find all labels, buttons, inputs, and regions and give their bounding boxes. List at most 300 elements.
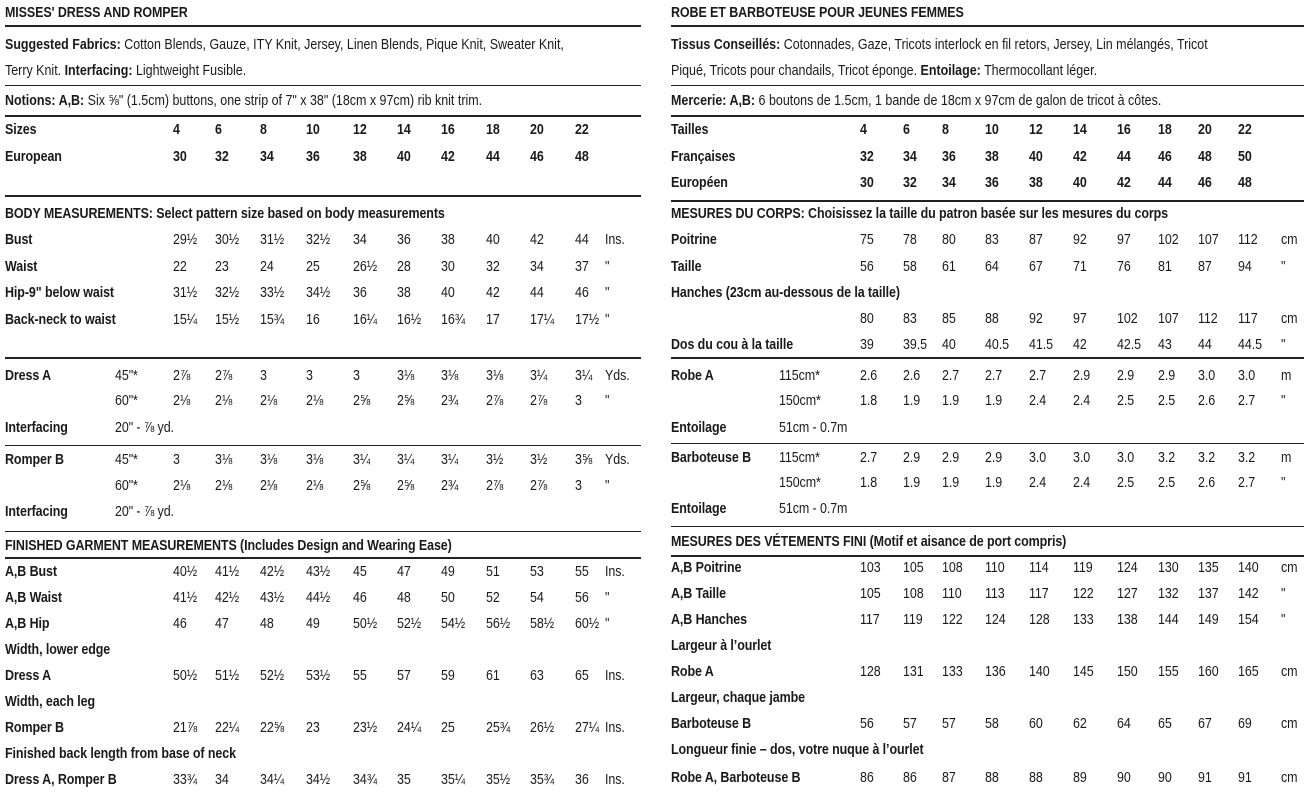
finished-cell: 89	[1073, 770, 1087, 786]
unit-label: "	[605, 616, 610, 632]
body-cell: 33½	[260, 285, 285, 301]
size-cell: 48	[1198, 149, 1212, 165]
finished-cell: 45	[353, 564, 367, 580]
finished-cell: 110	[942, 586, 962, 602]
size-cell: 20	[1198, 122, 1212, 138]
notions-label: Mercerie: A,B:	[671, 93, 756, 109]
yardage-cell: 2.6	[860, 368, 878, 384]
body-cell: 39.5	[903, 337, 927, 353]
finished-cell: 21⅞	[173, 720, 198, 736]
size-cell: 4	[173, 122, 180, 138]
fabrics-text: Cotton Blends, Gauze, ITY Knit, Jersey, Linen Blends, Pique Knit, Sweater Knit,	[120, 37, 564, 53]
fabric-width: 45"*	[115, 368, 138, 384]
finished-cell: 110	[985, 560, 1005, 576]
yardage-cell: 2.5	[1117, 393, 1135, 409]
finished-cell: 24¼	[397, 720, 422, 736]
finished-cell: 105	[860, 586, 881, 602]
yardage-cell: 2.9	[985, 450, 1003, 466]
finished-cell: 117	[1029, 586, 1049, 602]
finished-cell: 132	[1158, 586, 1179, 602]
finished-cell: 48	[260, 616, 274, 632]
yardage-cell: 3.2	[1158, 450, 1176, 466]
section-title: ROBE ET BARBOTEUSE POUR JEUNES FEMMES	[671, 5, 964, 21]
unit-label: m	[1281, 450, 1292, 466]
finished-row-label: A,B Poitrine	[671, 560, 742, 576]
body-cell: 61	[942, 259, 956, 275]
body-row-label: Poitrine	[671, 232, 717, 248]
yardage-cell: 2.9	[1117, 368, 1135, 384]
yardage-cell: 3.0	[1117, 450, 1135, 466]
size-cell: 46	[1158, 149, 1172, 165]
finished-cell: 52½	[397, 616, 422, 632]
yardage-cell: 2⅛	[306, 478, 324, 494]
size-cell: 8	[260, 122, 267, 138]
body-cell: 41.5	[1029, 337, 1053, 353]
size-row-label: European	[5, 149, 62, 165]
yardage-cell: 2.4	[1073, 393, 1091, 409]
yardage-cell: 1.8	[860, 393, 878, 409]
finished-cell: 60	[1029, 716, 1043, 732]
finished-cell: 160	[1198, 664, 1219, 680]
finished-cell: 63	[530, 668, 544, 684]
finished-cell: 35	[397, 772, 411, 788]
yardage-cell: 1.8	[860, 475, 878, 491]
notions-text: 6 boutons de 1.5cm, 1 bande de 18cm x 97cm de galon de tricot à côtes.	[755, 93, 1162, 109]
yardage-cell: 3⅛	[306, 452, 324, 468]
finished-cell: 113	[985, 586, 1005, 602]
body-cell: 36	[353, 285, 367, 301]
divider	[671, 85, 1304, 86]
finished-row-label: A,B Taille	[671, 586, 727, 602]
body-cell: 56	[860, 259, 874, 275]
divider	[5, 195, 641, 197]
body-cell: 17	[486, 312, 500, 328]
finished-cell: 155	[1158, 664, 1179, 680]
finished-cell: 135	[1198, 560, 1219, 576]
yardage-cell: 3.0	[1073, 450, 1091, 466]
body-cell: 31½	[173, 285, 198, 301]
yardage-cell: 1.9	[985, 393, 1003, 409]
size-cell: 30	[173, 149, 187, 165]
finished-cell: 43½	[306, 564, 331, 580]
finished-cell: 103	[860, 560, 881, 576]
body-cell: 17½	[575, 312, 600, 328]
finished-cell: 67	[1198, 716, 1212, 732]
size-cell: 32	[903, 175, 917, 191]
divider	[5, 557, 641, 559]
finished-cell: 41½	[215, 564, 240, 580]
yardage-cell: 2⅛	[260, 393, 278, 409]
size-cell: 44	[486, 149, 500, 165]
body-cell: 30	[441, 259, 455, 275]
body-cell: 75	[860, 232, 874, 248]
finished-cell: 145	[1073, 664, 1094, 680]
yardage-row-label: Entoilage	[671, 420, 727, 436]
unit-label: cm	[1281, 232, 1298, 248]
yardage-cell: 2⅞	[215, 368, 233, 384]
finished-cell: 122	[942, 612, 963, 628]
yardage-row-label: Robe A	[671, 368, 714, 384]
finished-cell: 53½	[306, 668, 331, 684]
size-cell: 42	[441, 149, 455, 165]
yardage-cell: 2.9	[1073, 368, 1091, 384]
divider	[5, 85, 641, 86]
yardage-cell: 1.9	[903, 393, 921, 409]
finished-row-label: Finished back length from base of neck	[5, 746, 236, 762]
finished-cell: 149	[1198, 612, 1219, 628]
yardage-cell: 3	[306, 368, 313, 384]
finished-row-label: Robe A, Barboteuse B	[671, 770, 801, 786]
fabric-width: 150cm*	[779, 475, 821, 491]
body-cell: 15¼	[173, 312, 198, 328]
body-row-label: Waist	[5, 259, 38, 275]
yardage-cell: 2.7	[1238, 475, 1256, 491]
interfacing-text: Thermocollant léger.	[980, 63, 1098, 79]
yardage-cell: 2.7	[985, 368, 1003, 384]
body-cell: 42.5	[1117, 337, 1141, 353]
finished-cell: 58½	[530, 616, 555, 632]
finished-cell: 53	[530, 564, 544, 580]
size-row-label: Européen	[671, 175, 728, 191]
finished-cell: 87	[942, 770, 956, 786]
section-title: MISSES' DRESS AND ROMPER	[5, 5, 188, 21]
body-cell: 34½	[306, 285, 331, 301]
body-cell: 87	[1198, 259, 1212, 275]
finished-cell: 23½	[353, 720, 378, 736]
finished-row-label: Romper B	[5, 720, 64, 736]
body-cell: 83	[985, 232, 999, 248]
divider	[5, 531, 641, 532]
fabrics-line-2	[5, 58, 246, 84]
body-cell: 78	[903, 232, 917, 248]
unit-label: "	[1281, 259, 1286, 275]
finished-cell: 51½	[215, 668, 240, 684]
finished-cell: 91	[1238, 770, 1252, 786]
finished-cell: 60½	[575, 616, 600, 632]
unit-label: Ins.	[605, 232, 625, 248]
size-cell: 8	[942, 122, 949, 138]
body-row-label: Bust	[5, 232, 33, 248]
divider	[671, 115, 1304, 117]
finished-cell: 128	[860, 664, 881, 680]
unit-label: Ins.	[605, 720, 625, 736]
fabrics-text: Cotonnades, Gaze, Tricots interlock en fil retors, Jersey, Lin mélangés, Tricot	[780, 37, 1208, 53]
body-cell: 88	[985, 311, 999, 327]
finished-cell: 122	[1073, 586, 1094, 602]
finished-cell: 50½	[173, 668, 198, 684]
size-cell: 38	[1029, 175, 1043, 191]
yardage-cell: 2.9	[903, 450, 921, 466]
finished-cell: 88	[985, 770, 999, 786]
yardage-cell: 2⅛	[215, 478, 233, 494]
body-cell: 67	[1029, 259, 1043, 275]
finished-cell: 59	[441, 668, 455, 684]
finished-cell: 165	[1238, 664, 1259, 680]
unit-label: Yds.	[605, 452, 630, 468]
unit-label: "	[605, 312, 610, 328]
yardage-cell: 3	[575, 393, 582, 409]
size-cell: 32	[215, 149, 229, 165]
body-row-label: Taille	[671, 259, 702, 275]
unit-label: "	[605, 259, 610, 275]
finished-cell: 34	[215, 772, 229, 788]
body-cell: 94	[1238, 259, 1252, 275]
yardage-cell: 3⅛	[486, 368, 504, 384]
unit-label: "	[605, 590, 610, 606]
yardage-cell: 1.9	[985, 475, 1003, 491]
finished-cell: 86	[903, 770, 917, 786]
body-cell: 42	[486, 285, 500, 301]
yardage-cell: 3.2	[1238, 450, 1256, 466]
finished-cell: 57	[397, 668, 411, 684]
finished-cell: 35½	[486, 772, 511, 788]
unit-label: Yds.	[605, 368, 630, 384]
body-cell: 34	[353, 232, 367, 248]
body-cell: 44	[575, 232, 589, 248]
finished-cell: 124	[985, 612, 1006, 628]
size-cell: 18	[1158, 122, 1172, 138]
unit-label: cm	[1281, 664, 1298, 680]
yardage-cell: 3.0	[1198, 368, 1216, 384]
yardage-cell: 3¼	[441, 452, 459, 468]
size-cell: 20	[530, 122, 544, 138]
fabric-width: 51cm - 0.7m	[779, 420, 848, 436]
finished-cell: 44½	[306, 590, 331, 606]
interfacing-label: Interfacing:	[64, 63, 133, 79]
body-cell: 36	[397, 232, 411, 248]
finished-cell: 43½	[260, 590, 285, 606]
size-cell: 10	[985, 122, 999, 138]
finished-cell: 127	[1117, 586, 1138, 602]
finished-cell: 25	[441, 720, 455, 736]
finished-cell: 23	[306, 720, 320, 736]
finished-row-label: Largeur à l’ourlet	[671, 638, 772, 654]
unit-label: cm	[1281, 716, 1298, 732]
body-cell: 117	[1238, 311, 1258, 327]
yardage-cell: 2.9	[1158, 368, 1176, 384]
yardage-cell: 3⅛	[441, 368, 459, 384]
yardage-cell: 3	[173, 452, 180, 468]
fabric-width: 45"*	[115, 452, 138, 468]
yardage-cell: 3¼	[397, 452, 415, 468]
finished-cell: 35¼	[441, 772, 466, 788]
yardage-cell: 3.0	[1238, 368, 1256, 384]
finished-cell: 55	[575, 564, 589, 580]
finished-row-label: Largeur, chaque jambe	[671, 690, 806, 706]
size-cell: 32	[860, 149, 874, 165]
finished-cell: 55	[353, 668, 367, 684]
yardage-cell: 2.7	[1238, 393, 1256, 409]
finished-cell: 133	[942, 664, 963, 680]
unit-label: "	[605, 285, 610, 301]
yardage-cell: 2.4	[1073, 475, 1091, 491]
unit-label: m	[1281, 368, 1292, 384]
body-cell: 40	[486, 232, 500, 248]
body-cell: 23	[215, 259, 229, 275]
yardage-row-label: Barboteuse B	[671, 450, 752, 466]
body-row-label: Dos du cou à la taille	[671, 337, 794, 353]
size-cell: 48	[1238, 175, 1252, 191]
finished-cell: 138	[1117, 612, 1138, 628]
finished-cell: 105	[903, 560, 924, 576]
body-cell: 80	[860, 311, 874, 327]
body-cell: 31½	[260, 232, 285, 248]
finished-cell: 34¼	[260, 772, 285, 788]
size-cell: 48	[575, 149, 589, 165]
unit-label: "	[605, 478, 610, 494]
body-cell: 92	[1029, 311, 1043, 327]
body-measurements-header: BODY MEASUREMENTS: Select pattern size based on body measurements	[5, 206, 445, 222]
yardage-cell: 2⅛	[215, 393, 233, 409]
finished-row-label: Width, lower edge	[5, 642, 111, 658]
size-row-label: Françaises	[671, 149, 736, 165]
finished-cell: 47	[397, 564, 411, 580]
unit-label: "	[1281, 393, 1286, 409]
body-cell: 39	[860, 337, 874, 353]
finished-cell: 56½	[486, 616, 511, 632]
finished-cell: 22¼	[215, 720, 240, 736]
yardage-cell: 2.6	[903, 368, 921, 384]
finished-cell: 47	[215, 616, 229, 632]
body-cell: 25	[306, 259, 320, 275]
body-cell: 102	[1158, 232, 1179, 248]
yardage-cell: 3.2	[1198, 450, 1216, 466]
size-cell: 4	[860, 122, 867, 138]
notions-line	[5, 88, 482, 114]
body-cell: 38	[441, 232, 455, 248]
finished-cell: 90	[1158, 770, 1172, 786]
body-cell: 107	[1158, 311, 1179, 327]
body-cell: 16½	[397, 312, 422, 328]
size-row-label: Sizes	[5, 122, 37, 138]
finished-cell: 133	[1073, 612, 1094, 628]
body-row-label: Back-neck to waist	[5, 312, 116, 328]
body-cell: 15½	[215, 312, 240, 328]
body-cell: 71	[1073, 259, 1087, 275]
body-cell: 16¼	[353, 312, 378, 328]
body-cell: 38	[397, 285, 411, 301]
size-cell: 36	[306, 149, 320, 165]
body-cell: 46	[575, 285, 589, 301]
yardage-row-label: Entoilage	[671, 501, 727, 517]
fabric-width: 20" - ⅞ yd.	[115, 420, 174, 436]
body-row-label: Hip-9" below waist	[5, 285, 114, 301]
yardage-cell: 2⅝	[397, 393, 415, 409]
size-cell: 36	[985, 175, 999, 191]
finished-cell: 69	[1238, 716, 1252, 732]
finished-cell: 131	[903, 664, 924, 680]
finished-cell: 54½	[441, 616, 466, 632]
size-cell: 40	[1073, 175, 1087, 191]
fabric-width: 51cm - 0.7m	[779, 501, 848, 517]
divider	[671, 526, 1304, 527]
finished-row-label: A,B Waist	[5, 590, 62, 606]
size-cell: 44	[1117, 149, 1131, 165]
body-cell: 40.5	[985, 337, 1009, 353]
size-cell: 34	[260, 149, 274, 165]
body-cell: 37	[575, 259, 589, 275]
size-cell: 34	[942, 175, 956, 191]
yardage-cell: 1.9	[942, 475, 960, 491]
body-cell: 22	[173, 259, 187, 275]
body-cell: 42	[1073, 337, 1087, 353]
size-cell: 6	[903, 122, 910, 138]
size-cell: 44	[1158, 175, 1172, 191]
yardage-cell: 3½	[486, 452, 504, 468]
finished-cell: 137	[1198, 586, 1219, 602]
body-cell: 80	[942, 232, 956, 248]
body-cell: 40	[942, 337, 956, 353]
finished-cell: 64	[1117, 716, 1131, 732]
yardage-cell: 2.7	[860, 450, 878, 466]
size-cell: 30	[860, 175, 874, 191]
finished-row-label: Robe A	[671, 664, 714, 680]
body-cell: 64	[985, 259, 999, 275]
yardage-cell: 2⅝	[397, 478, 415, 494]
finished-row-label: A,B Hip	[5, 616, 50, 632]
finished-row-label: A,B Hanches	[671, 612, 747, 628]
size-cell: 34	[903, 149, 917, 165]
body-cell: 16	[306, 312, 320, 328]
finished-cell: 114	[1029, 560, 1049, 576]
finished-cell: 26½	[530, 720, 555, 736]
yardage-cell: 2⅛	[260, 478, 278, 494]
finished-cell: 128	[1029, 612, 1050, 628]
fabric-width: 150cm*	[779, 393, 821, 409]
fabrics-line-1	[671, 32, 1208, 58]
body-cell: 32	[486, 259, 500, 275]
size-cell: 22	[1238, 122, 1252, 138]
finished-measurements-header: MESURES DES VÉTEMENTS FINI (Motif et aisance de port compris)	[671, 534, 1067, 550]
finished-cell: 46	[173, 616, 187, 632]
finished-cell: 25¾	[486, 720, 511, 736]
finished-cell: 34¾	[353, 772, 378, 788]
body-cell: 29½	[173, 232, 198, 248]
fabric-width: 60"*	[115, 478, 138, 494]
size-cell: 18	[486, 122, 500, 138]
fabric-width: 20" - ⅞ yd.	[115, 504, 174, 520]
body-cell: 112	[1198, 311, 1218, 327]
body-cell: 16¾	[441, 312, 466, 328]
body-cell: 87	[1029, 232, 1043, 248]
yardage-cell: 2.5	[1158, 475, 1176, 491]
finished-row-label: A,B Bust	[5, 564, 57, 580]
unit-label: "	[1281, 337, 1286, 353]
body-cell: 81	[1158, 259, 1172, 275]
size-cell: 6	[215, 122, 222, 138]
finished-cell: 36	[575, 772, 589, 788]
finished-cell: 140	[1238, 560, 1259, 576]
yardage-cell: 2⅞	[530, 478, 548, 494]
size-row-label: Tailles	[671, 122, 709, 138]
body-cell: 44	[1198, 337, 1212, 353]
body-cell: 32½	[215, 285, 240, 301]
finished-cell: 52	[486, 590, 500, 606]
unit-label: "	[1281, 612, 1286, 628]
finished-cell: 65	[1158, 716, 1172, 732]
yardage-cell: 2.4	[1029, 475, 1047, 491]
body-cell: 30½	[215, 232, 240, 248]
size-cell: 12	[1029, 122, 1043, 138]
yardage-cell: 2.4	[1029, 393, 1047, 409]
unit-label: Ins.	[605, 668, 625, 684]
finished-cell: 108	[942, 560, 963, 576]
finished-cell: 56	[575, 590, 589, 606]
body-cell: 44.5	[1238, 337, 1262, 353]
yardage-cell: 2⅞	[530, 393, 548, 409]
finished-cell: 117	[860, 612, 880, 628]
yardage-cell: 3.0	[1029, 450, 1047, 466]
